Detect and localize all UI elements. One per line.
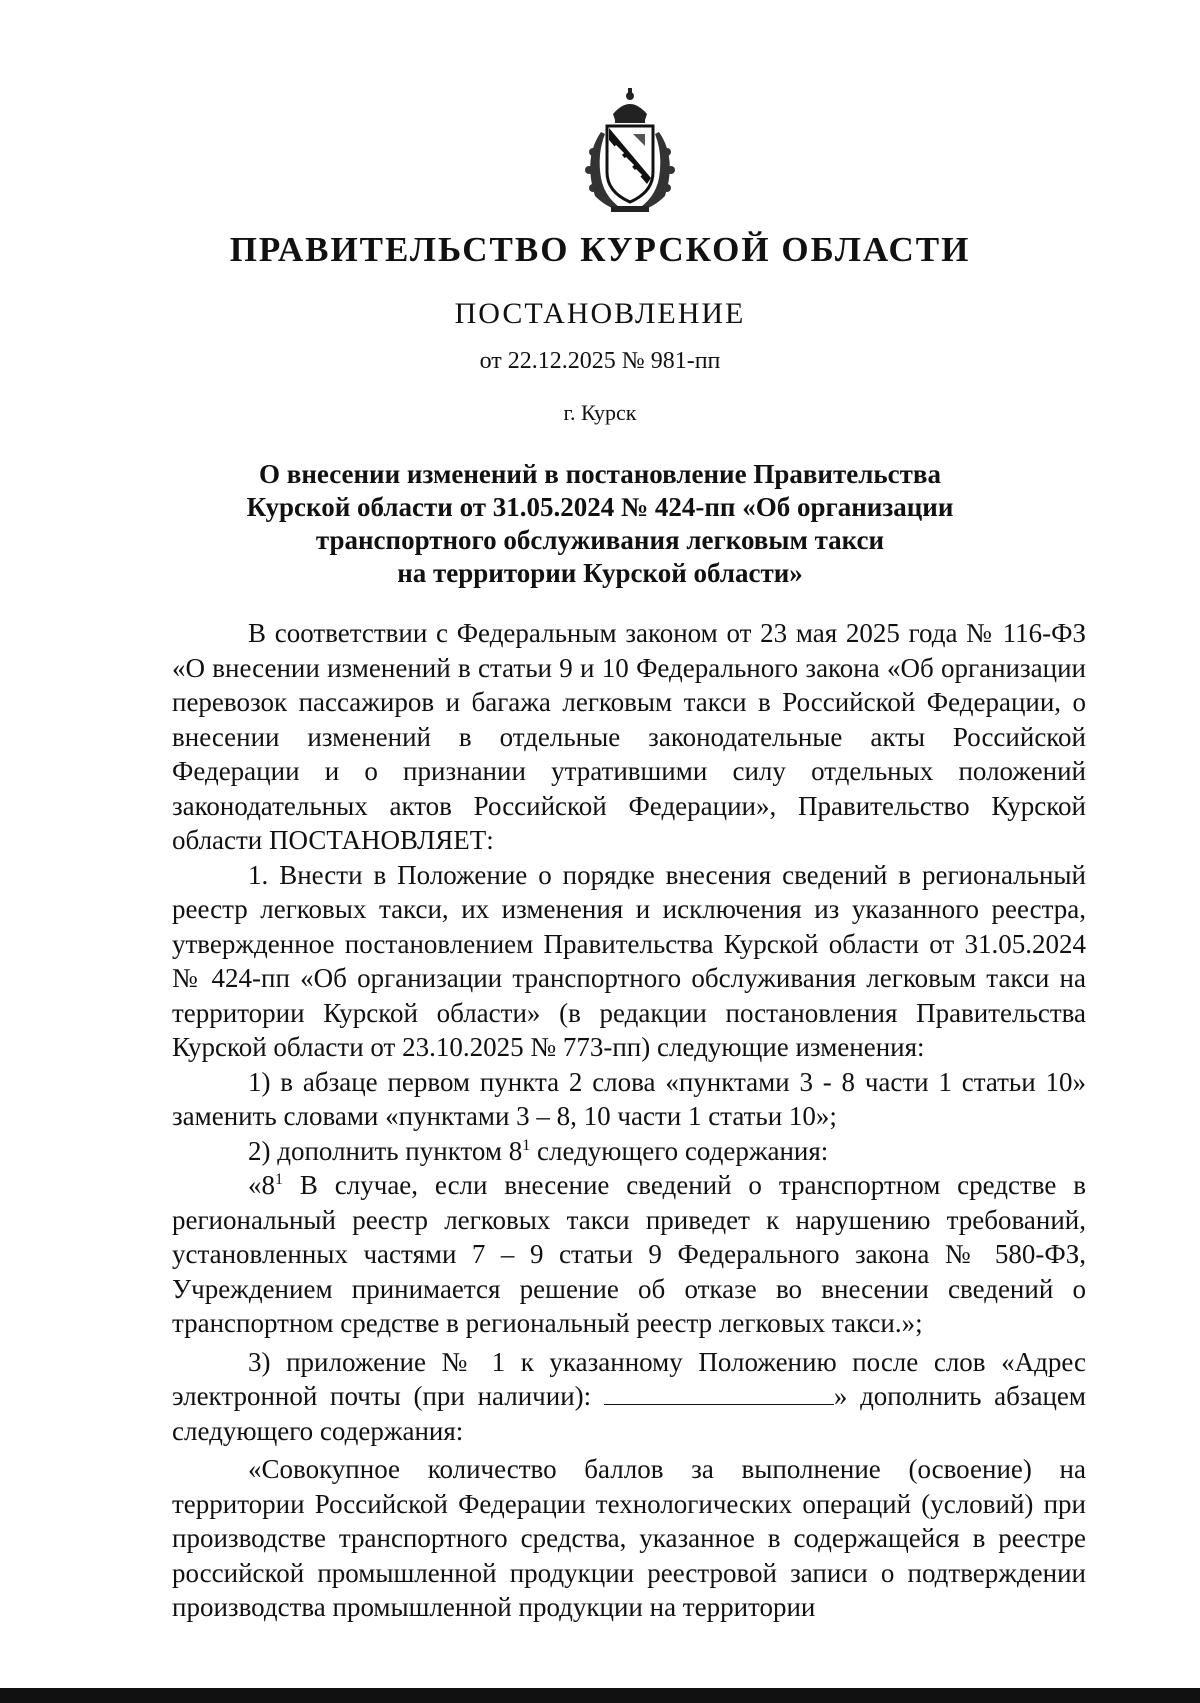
- paragraph-subitem-2: [172, 1134, 1086, 1169]
- title-line-3: транспортного обслуживания легковым такси: [315, 525, 885, 555]
- blank-underline-field: [604, 1382, 834, 1405]
- subitem-3-text-end: » дополнить абзацем следующего содержания:: [172, 1381, 1086, 1446]
- document-city: г. Курск: [563, 400, 637, 425]
- title-line-4: на территории Курской области»: [397, 558, 803, 588]
- document-type: ПОСТАНОВЛЕНИЕ: [454, 297, 746, 330]
- subitem-3-text: 3) приложение № 1 к указанному Положению после слов «Адрес электронной почты (при наличии):: [172, 1346, 1086, 1411]
- document-number: от 22.12.2025 № 981-пп: [479, 348, 721, 374]
- paragraph-subitem-3: [172, 1345, 1086, 1449]
- organization-title: ПРАВИТЕЛЬСТВО КУРСКОЙ ОБЛАСТИ: [229, 230, 971, 269]
- quoted-8-1-text: В случае, если внесение сведений о транспортном средстве в региональный реестр легковых такси приведет к нарушению требований, установленных частями 7 – 9 статьи 9 Федерального закона № 580-ФЗ, Учреждением принимается решение об отказе во внесении сведений о транспортном средстве в региональный реестр легковых такси.»;: [172, 1170, 1086, 1338]
- crown-icon: [613, 88, 647, 123]
- shield-icon: [607, 126, 653, 202]
- subitem-2-text: 2) дополнить пунктом 8: [248, 1135, 523, 1166]
- paragraph-quoted-points: «Совокупное количество баллов за выполнение (освоение) на территории Российской Федерации технологических операций (условий) при производстве транспортного средства, указанное в содержащейся в реестре российской промышленной продукции реестровой записи о подтверждении производства промышленной продукции на территории: [172, 1454, 1086, 1622]
- paragraph-item-1: 1. Внести в Положение о порядке внесения сведений в региональный реестр легковых такси, их изменения и исключения из указанного реестра, утвержденное постановлением Правительства Курской области от 31.05.2024 № 424-пп «Об организации транспортного обслуживания легковым такси на территории Курской области» (в редакции постановления Правительства Курской области от 23.10.2025 № 773-пп) следующие изменения:: [172, 859, 1086, 1062]
- superscript-1: 1: [522, 1136, 531, 1154]
- subitem-2-text-end: следующего содержания:: [530, 1135, 829, 1166]
- paragraph-quoted-8-1: [172, 1168, 1086, 1341]
- paragraph-subitem-1: 1) в абзаце первом пункта 2 слова «пунктами 3 - 8 части 1 статьи 10» заменить словами «пунктами 3 – 8, 10 части 1 статьи 10»;: [172, 1066, 1086, 1131]
- title-line-1: О внесении изменений в постановление Правительства: [259, 459, 941, 489]
- document-body: [172, 616, 1086, 1625]
- document-title: [200, 458, 1000, 590]
- title-line-2: Курской области от 31.05.2024 № 424-пп «Об организации: [246, 492, 954, 522]
- scan-bottom-edge: [0, 1688, 1200, 1703]
- coat-of-arms-emblem: [565, 88, 695, 218]
- preamble-paragraph: В соответствии с Федеральным законом от 23 мая 2025 года № 116-ФЗ «О внесении изменений в статьи 9 и 10 Федерального закона «Об организации перевозок пассажиров и багажа легковым такси в Российской Федерации, о внесении изменений в отдельные законодательные акты Российской Федерации и о признании утратившими силу отдельных положений законодательных актов Российской Федерации», Правительство Курской области ПОСТАНОВЛЯЕТ:: [172, 618, 1086, 855]
- quoted-8-1-start: «8: [248, 1170, 275, 1200]
- superscript-1-quoted: 1: [275, 1171, 283, 1188]
